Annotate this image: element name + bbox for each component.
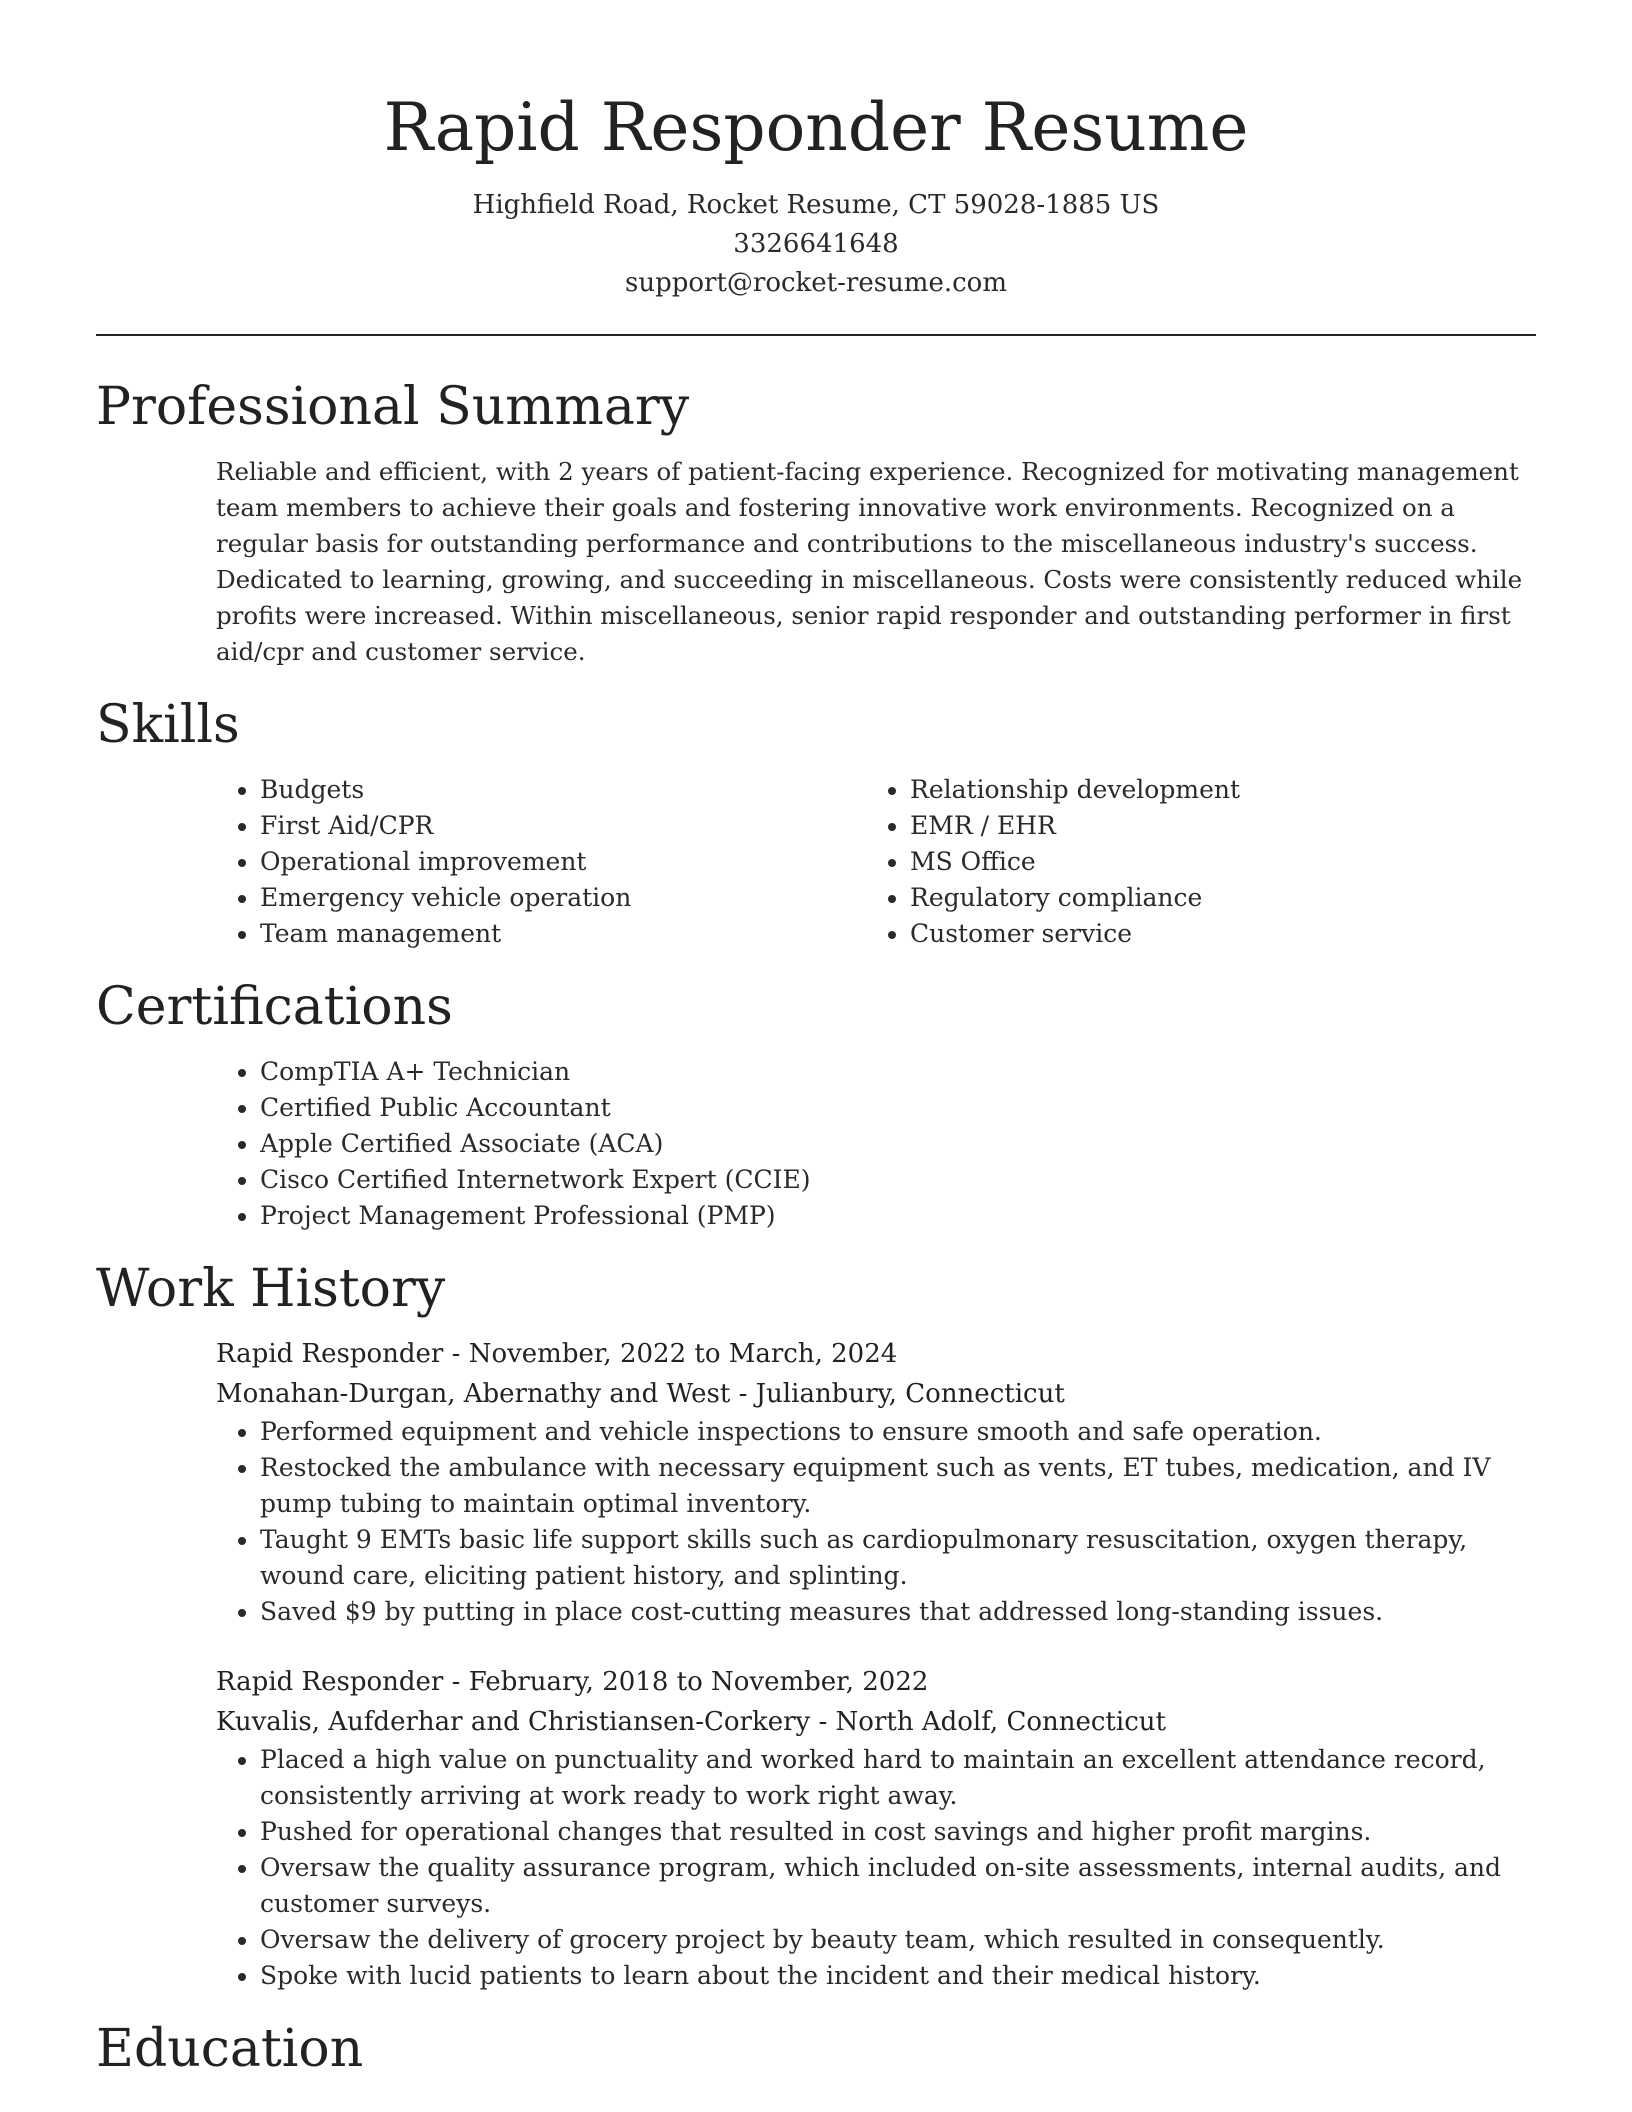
job-dates: February, 2018 to November, 2022: [468, 1667, 929, 1697]
resume-header: [96, 0, 1536, 336]
certifications-section: [96, 974, 1536, 1234]
job-company: Kuvalis, Aufderhar and Christiansen-Corkery: [216, 1707, 811, 1737]
separator: -: [443, 1339, 469, 1369]
job-bullets: [96, 1742, 1536, 1994]
education-section: [96, 2016, 1536, 2082]
contact-info: [96, 186, 1536, 303]
job-bullet: • Taught 9 EMTs basic life support skills such as cardiopulmonary resuscitation, oxygen therapy, wound care, eliciting patient history, and splinting.: [260, 1522, 1536, 1594]
resume-page: [96, 0, 1536, 2082]
section-title-skills: Skills: [96, 695, 240, 755]
section-title-certifications: Certifications: [96, 977, 453, 1037]
job-title: Rapid Responder: [216, 1667, 444, 1697]
section-title-work-history: Work History: [96, 1259, 446, 1319]
job-bullet: • Performed equipment and vehicle inspections to ensure smooth and safe operation.: [260, 1414, 1536, 1450]
certification-item: • Cisco Certified Internetwork Expert (CCIE): [260, 1162, 1536, 1198]
job-bullet: • Restocked the ambulance with necessary equipment such as vents, ET tubes, medication, and IV pump tubing to maintain optimal inventory.: [260, 1450, 1536, 1522]
skill-item: • Budgets: [260, 772, 746, 808]
job-bullet: • Pushed for operational changes that resulted in cost savings and higher profit margins.: [260, 1814, 1536, 1850]
skills-grid: [96, 772, 1536, 952]
skill-item: • Customer service: [910, 916, 1240, 952]
job-bullet: • Placed a high value on punctuality and worked hard to maintain an excellent attendance record, consistently arriving at work ready to work right away.: [260, 1742, 1536, 1814]
job-company-line: [216, 1702, 1536, 1742]
skills-column-1: [96, 772, 746, 952]
skill-item: • Team management: [260, 916, 746, 952]
job-bullet: • Oversaw the delivery of grocery project by beauty team, which resulted in consequently.: [260, 1922, 1536, 1958]
job-entry: [96, 1662, 1536, 1994]
job-bullet: • Spoke with lucid patients to learn about the incident and their medical history.: [260, 1958, 1536, 1994]
certification-item: • Certified Public Accountant: [260, 1090, 1536, 1126]
address: Highfield Road, Rocket Resume, CT 59028-1885 US: [472, 190, 1160, 220]
skill-item: • Emergency vehicle operation: [260, 880, 746, 916]
job-location: North Adolf, Connecticut: [835, 1707, 1166, 1737]
job-company: Monahan-Durgan, Abernathy and West: [216, 1379, 731, 1409]
job-bullet: • Oversaw the quality assurance program, which included on-site assessments, internal audits, and customer surveys.: [260, 1850, 1536, 1922]
skill-item: • Operational improvement: [260, 844, 746, 880]
skill-item: • First Aid/CPR: [260, 808, 746, 844]
email: support@rocket-resume.com: [624, 268, 1007, 298]
job-entry: [96, 1334, 1536, 1630]
job-bullets: [96, 1414, 1536, 1630]
certification-item: • Project Management Professional (PMP): [260, 1198, 1536, 1234]
skills-column-2: [746, 772, 1240, 952]
skill-item: • Regulatory compliance: [910, 880, 1240, 916]
job-title: Rapid Responder: [216, 1339, 444, 1369]
job-title-line: [216, 1662, 1536, 1702]
separator: -: [810, 1707, 836, 1737]
certification-item: • Apple Certified Associate (ACA): [260, 1126, 1536, 1162]
summary-text: Reliable and efficient, with 2 years of patient-facing experience. Recognized for motivating management team members to achieve their goals and fostering innovative work environments. Recognized on a regular basis for outstanding performance and contributions to the miscellaneous industry's success. Dedicated to learning, growing, and succeeding in miscellaneous. Costs were consistently reduced while profits were increased. Within miscellaneous, senior rapid responder and outstanding performer in first aid/cpr and customer service.: [216, 457, 1523, 666]
skill-item: • Relationship development: [910, 772, 1240, 808]
skills-section: [96, 692, 1536, 952]
job-dates: November, 2022 to March, 2024: [468, 1339, 898, 1369]
job-company-line: [216, 1374, 1536, 1414]
separator: -: [443, 1667, 469, 1697]
job-title-line: [216, 1334, 1536, 1374]
section-title-education: Education: [96, 2019, 364, 2079]
separator: -: [730, 1379, 756, 1409]
skill-item: • MS Office: [910, 844, 1240, 880]
certification-item: • CompTIA A+ Technician: [260, 1054, 1536, 1090]
phone: 3326641648: [733, 229, 899, 259]
section-title-summary: Professional Summary: [96, 377, 690, 437]
job-bullet: • Saved $9 by putting in place cost-cutting measures that addressed long-standing issues.: [260, 1594, 1536, 1630]
work-history-section: [96, 1256, 1536, 1994]
certifications-list: [96, 1054, 1536, 1234]
resume-title: Rapid Responder Resume: [383, 89, 1249, 166]
summary-section: [96, 374, 1536, 670]
skill-item: • EMR / EHR: [910, 808, 1240, 844]
header-divider: [96, 334, 1536, 336]
job-location: Julianbury, Connecticut: [755, 1379, 1065, 1409]
